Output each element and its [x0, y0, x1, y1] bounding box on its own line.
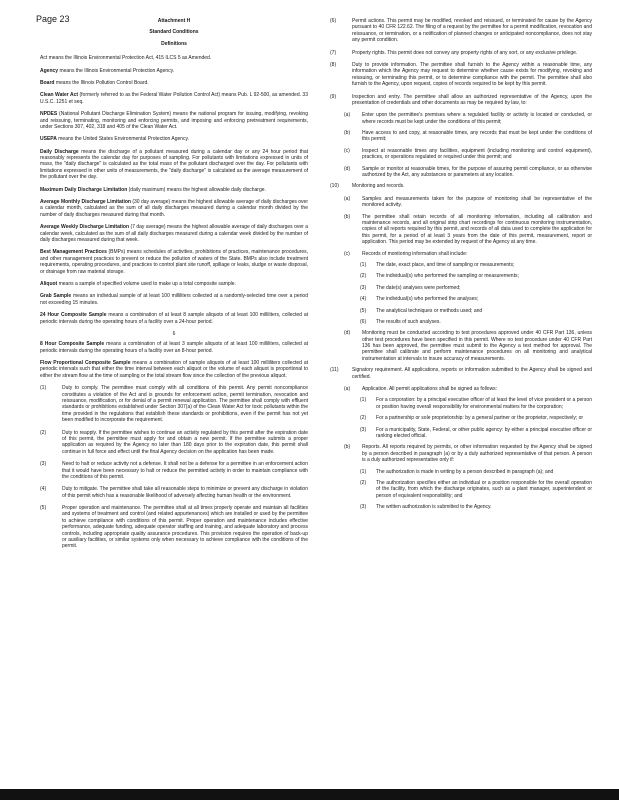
item-text: Have access to and copy, at reasonable times, any records that must be kept under the conditions of this permit;: [362, 130, 592, 143]
definition-text: means an individual sample of at least 100 milliliters collected at a randomly-selected time over a period not exceeding 15 minutes.: [40, 293, 308, 306]
conditions-list-left: [40, 385, 308, 550]
record-item: [330, 308, 592, 314]
item-text: Duty to comply. The permittee must comply with all conditions of this permit. Any permit noncompliance constitutes a violation of the Act and is grounds for enforcement action, permit termination, revocation and reissuance, modification, or for denial of a permit renewal application. The permittee shall comply with effluent standards or prohibitions established under Section 307(a) of the Clean Water Act for toxic pollutants within the time provided in the regulations that establish these standards or prohibitions, even if the permit has not yet been modified to incorporate the requirement.: [62, 385, 308, 424]
inspection-subitem: [330, 148, 592, 161]
definition-entry: [40, 249, 308, 275]
item-number: (a): [344, 112, 351, 119]
signer-item: [330, 397, 592, 410]
definition-text: (formerly referred to as the Federal Water Pollution Control Act) means Pub. L 92-500, as amended. 33 U.S.C. 1251 et seq.: [40, 92, 308, 105]
item-text: Samples and measurements taken for the purpose of monitoring shall be representative of the monitored activity.: [362, 195, 592, 209]
item-text: Enter upon the permittee's premises where a regulated facility or activity is located or conducted, or where records must be kept under the conditions of this permit;: [362, 112, 592, 125]
definition-term: Average Monthly Discharge Limitation: [40, 199, 131, 206]
definition-entry: [40, 341, 308, 354]
item-text: The authorization specifies either an individual or a position responsible for the overall operation of the facility, from which the discharge originates, such as a plant manager, superintendent or person of equivalent responsibility; and: [376, 479, 592, 499]
definition-entry: [40, 281, 308, 287]
definition-entry: [40, 92, 308, 105]
condition-item: [330, 50, 592, 56]
definition-entry: [40, 80, 308, 86]
definition-term: Clean Water Act: [40, 92, 79, 99]
item-text: The analytical techniques or methods used; and: [376, 307, 483, 314]
monitoring-subitem: [330, 214, 592, 246]
item-text: Duty to provide information. The permittee shall furnish to the Agency within a reasonable time, any information which the Agency may request to determine whether cause exists for modifying, revoking and reissuing, or terminating this permit, or to determine compliance with the permit. The permittee shall also furnish to the Agency, upon request, copies of records required to be kept by this permit.: [352, 61, 592, 88]
definition-text: (30 day average) means the highest allowable average of daily discharges over a calendar month, calculated as the sum of all daily discharges measured during a calendar month divided by the number of daily discharges measured during that month.: [40, 199, 309, 218]
right-column: [330, 18, 592, 515]
record-item: [330, 262, 592, 268]
definition-term: Board: [40, 79, 55, 86]
item-number: (3): [360, 504, 367, 511]
item-text: For a corporation: by a principal executive officer of at least the level of vice president or a person or position having overall responsibility for environmental matters for the corporation;: [376, 397, 592, 410]
definition-term: Maximum Daily Discharge Limitation: [40, 186, 128, 193]
signer-item: [330, 427, 592, 440]
item-number: (3): [360, 426, 367, 433]
condition-item: [40, 385, 308, 423]
item-number: (8): [330, 61, 337, 68]
definition-term: Average Weekly Discharge Limitation: [40, 224, 130, 231]
item-text: The authorization is made in writing by a person described in paragraph (a); and: [376, 468, 554, 475]
definition-entry: [40, 149, 308, 181]
left-column: [40, 18, 308, 556]
item-number: (c): [344, 147, 350, 154]
application-signers: [330, 397, 592, 439]
condition-item: [330, 18, 592, 44]
item-text: The date, exact place, and time of sampling or measurements;: [376, 261, 515, 268]
item-text: Permit actions. This permit may be modified, revoked and reissued, or terminated for cause by the Agency pursuant to 40 CFR 122.62. The filing of a request by the permittee for a permit modification, revocation and reissuance, or termination, or a notification of planned changes or anticipated noncompliance, does not stay any permit condition.: [352, 18, 592, 44]
item-number: (4): [360, 296, 367, 303]
definitions-list-continued: [40, 341, 308, 379]
page-number: Page 23: [36, 14, 70, 24]
definition-entry: [40, 199, 308, 218]
authorization-item: [330, 469, 592, 475]
item-number: (11): [330, 367, 339, 374]
condition-item: [40, 430, 308, 456]
signatory-subitem-b: [330, 444, 592, 463]
item-number: (2): [360, 415, 367, 422]
definition-term: USEPA: [40, 136, 57, 143]
item-text: Need to halt or reduce activity not a defense. It shall not be a defense for a permittee in an enforcement action that it would have been necessary to halt or reduce the permitted activity in order to maintain compliance with the conditions of this permit.: [62, 461, 308, 480]
definition-entry: [40, 68, 308, 74]
item-number: (1): [360, 468, 367, 475]
definition-text: (National Pollutant Discharge Elimination System) means the national program for issuing, modifying, revoking and reissuing, terminating, monitoring and enforcing permits, and imposing and enforcing pretreatment requirements, under Sections 307, 402, 318 and 405 of the Clean Water Act.: [40, 111, 308, 130]
item-number: (1): [40, 385, 47, 392]
condition-item: [40, 505, 308, 550]
definition-term: Flow Proportional Composite Sample: [40, 360, 131, 367]
record-item: [330, 285, 592, 291]
item-number: (2): [360, 273, 367, 280]
item-text: The date(s) analyses were performed;: [376, 284, 461, 291]
scan-footer-bar: [0, 789, 619, 800]
subitem-text: Monitoring must be conducted according to test procedures approved under 40 CFR Part 136, unless other test procedures have been specified in this permit. Where no test procedure under 40 CFR Part 136 has been approved, the permittee must submit to the Agency a test method for approval. The permittee shall calibrate and perform maintenance procedures on all monitoring and analytical instrumentation at intervals to insure accuracy of measurements.: [362, 330, 592, 362]
item-number: (c): [344, 250, 350, 257]
definition-text: means a combination of at least 3 sample aliquots of at least 100 milliliters, collected at periodic intervals during the operating hours of a facility over an 8-hour period.: [40, 341, 309, 354]
subitem-number: (d): [344, 330, 351, 337]
item-number: (b): [344, 130, 351, 137]
definition-text: means the Illinois Pollution Control Board.: [55, 79, 149, 86]
item-number: (5): [360, 307, 367, 314]
definition-entry: [40, 224, 308, 243]
definition-term: 24 Hour Composite Sample: [40, 312, 107, 319]
definition-text: means the Illinois Environmental Protection Agency.: [59, 67, 175, 74]
item-text: Records of monitoring information shall include:: [362, 250, 468, 257]
item-text: The individual(s) who performed the sampling or measurements;: [376, 273, 519, 280]
monitoring-subitem: [330, 196, 592, 209]
act-definition: Act means the Illinois Environmental Protection Act, 415 ILCS 5 as Amended.: [40, 55, 212, 62]
condition-item: [40, 486, 308, 499]
condition-item-10: [330, 183, 592, 189]
item-number: (4): [40, 486, 47, 493]
condition-item: [40, 461, 308, 480]
definition-entry: [40, 187, 308, 193]
item-text: The results of such analyses.: [376, 318, 441, 325]
item-number: (1): [360, 397, 367, 404]
definition-term: 8 Hour Composite Sample: [40, 341, 105, 348]
definition-entry: [40, 111, 308, 130]
definition-text: means a combination of at least 8 sample aliquots of at least 100 milliliters, collected at periodic intervals during the operating hours of a facility over a 24-hour period.: [40, 312, 309, 325]
item-text: The permittee shall retain records of all monitoring information, including all calibration and maintenance records, and all original strip chart recordings for continuous monitoring instrumentation, copies of all reports required by this permit, and records of all data used to complete the application for this permit, for a period of at least 3 years from the date of this permit, measurement, report or application. This period may be extended by request of the Agency at any time.: [362, 213, 592, 246]
record-item: [330, 296, 592, 302]
item-number: (6): [330, 18, 337, 24]
definitions-heading: Definitions: [161, 40, 187, 47]
inspection-subitem: [330, 130, 592, 143]
page-marker: 6: [172, 330, 176, 337]
report-authorization-items: [330, 469, 592, 511]
definition-entry: [40, 312, 308, 325]
item-text: Duty to reapply. If the permittee wishes to continue an activity regulated by this permit after the expiration date of this permit, the permittee must apply for and obtain a new permit. If the permittee submits a proper application as required by the Agency no later than 180 days prior to the expiration date, this permit shall continue in full force and effect until the final Agency decision on the application has been made.: [62, 429, 308, 455]
item-text: Signatory requirement. All applications, reports or information submitted to the Agency shall be signed and certified.: [352, 367, 592, 380]
item-number: (7): [330, 49, 337, 56]
item-number: (d): [344, 165, 351, 172]
item-text: Proper operation and maintenance. The permittee shall at all times properly operate and maintain all facilities and systems of treatment and control (and related appurtenances) which are installed or used by the permittee to achieve compliance with conditions of this permit. Proper operation and maintenance includes effective performance, adequate funding, adequate operator staffing and training, and adequate laboratory and process controls, including appropriate quality assurance procedures. This provision requires the operation of back-up or auxiliary facilities, or similar systems only when necessary to achieve compliance with the conditions of the permit.: [62, 505, 308, 550]
document-title: Standard Conditions: [149, 29, 199, 36]
definition-text: means the discharge of a pollutant measured during a calendar day or any 24 hour period that reasonably represents the calendar day for purposes of sampling. For pollutants with limitations expressed in units of mass, the "daily discharge" is calculated as the total mass of the pollutant discharged over the day. For pollutants with limitations expressed in other units of measurements, the "daily discharge" is calculated as the average measurement of the pollutant over the day.: [40, 148, 308, 181]
definition-entry: [40, 293, 308, 306]
item-number: (3): [360, 284, 367, 291]
definition-text: (daily maximum) means the highest allowable daily discharge.: [128, 186, 266, 193]
item-number: (3): [40, 461, 47, 468]
subitem-text: Application. All permit applications shall be signed as follows:: [362, 386, 498, 393]
item-text: For a municipality, State, Federal, or other public agency: by either a principal executive officer or ranking elected official.: [376, 426, 592, 439]
inspection-subitem: [330, 112, 592, 125]
definition-term: Daily Discharge: [40, 148, 79, 155]
item-text: Inspect at reasonable times any facilities, equipment (including monitoring and control equipment), practices, or operations regulated or required under this permit; and: [362, 147, 592, 161]
item-number: (a): [344, 195, 351, 202]
definition-term: Grab Sample: [40, 293, 72, 300]
condition-item-11: [330, 367, 592, 380]
item-text: Property rights. This permit does not convey any property rights of any sort, or any exclusive privilege.: [352, 49, 578, 56]
conditions-list-right: [330, 18, 592, 106]
item-number: (6): [360, 318, 367, 325]
authorization-item: [330, 504, 592, 510]
item-text: Duty to mitigate. The permittee shall take all reasonable steps to minimize or prevent any discharge in violation of this permit which has a reasonable likelihood of adversely affecting human health or the environment.: [62, 486, 308, 499]
item-text: For a partnership or sole proprietorship: by a general partner or the proprietor, respectively; or: [376, 415, 584, 422]
subitem-text: Reports. All reports required by permits, or other information requested by the Agency shall be signed by a person described in paragraph (a) or by a duly authorized representative of that person. A person is a duly authorized representative only if:: [362, 444, 592, 464]
monitoring-subitem-d: [330, 330, 592, 362]
inspection-subitems: [330, 112, 592, 178]
definition-text: means a sample of specified volume used to make up a total composite sample.: [58, 280, 236, 287]
condition-item: [330, 62, 592, 88]
item-number: (9): [330, 93, 337, 100]
item-number: (10): [330, 183, 339, 190]
subitem-number: (a): [344, 386, 351, 393]
record-item: [330, 319, 592, 325]
item-text: The written authorization is submitted to the Agency.: [376, 504, 492, 511]
item-number: (b): [344, 213, 351, 220]
definitions-list: [40, 68, 308, 325]
authorization-item: [330, 480, 592, 499]
record-item: [330, 273, 592, 279]
definition-text: means a combination of sample aliquots of at least 100 milliliters collected at periodic intervals such that either the time interval between each aliquot or the volume of each aliquot is proportional to either the stream flow at the time of sampling or the total stream flow since the collection of the previous aliquot.: [40, 360, 308, 379]
condition-item: [330, 94, 592, 107]
definition-text: (7 day average) means the highest allowable average of daily discharges over a calendar week, calculated as the sum of all daily discharges measured during a calendar week divided by the number of daily discharges measured during that week.: [40, 224, 309, 243]
definition-term: Agency: [40, 67, 59, 74]
definition-entry: [40, 136, 308, 142]
attachment-heading: Attachment H: [157, 18, 191, 24]
inspection-subitem: [330, 166, 592, 179]
monitoring-record-items: [330, 262, 592, 325]
item-text: Monitoring and records.: [352, 183, 405, 190]
item-number: (1): [360, 261, 367, 268]
definition-term: Aliquot: [40, 280, 58, 287]
definition-term: NPDES: [40, 111, 58, 118]
monitoring-subitems: [330, 196, 592, 257]
signer-item: [330, 415, 592, 421]
item-number: (2): [360, 479, 367, 486]
item-text: The individual(s) who performed the analyses;: [376, 296, 479, 303]
definition-term: Best Management Practices: [40, 249, 107, 256]
item-text: Inspection and entry. The permittee shall allow an authorized representative of the Agency, upon the presentation of credentials and other documents as may be required by law, to:: [352, 93, 592, 106]
item-number: (2): [40, 429, 47, 436]
definition-entry: [40, 360, 308, 379]
subitem-number: (b): [344, 444, 351, 451]
definition-text: (BMPs) means schedules of activities, prohibitions of practices, maintenance procedures, and other management practices to prevent or reduce the pollution of waters of the State. BMPs also include treatment requirements, operating procedures, and practices to control plant site runoff, spillage or leaks, sludge or waste disposal, or drainage from raw material storage.: [40, 249, 309, 275]
monitoring-subitem: [330, 251, 592, 257]
item-number: (5): [40, 505, 47, 512]
definition-text: means the United States Environmental Protection Agency.: [58, 136, 190, 143]
item-text: Sample or monitor at reasonable times, for the purpose of assuring permit compliance, or as otherwise authorized by the Act, any substances or parameters at any location.: [362, 165, 592, 179]
signatory-subitem-a: [330, 386, 592, 392]
